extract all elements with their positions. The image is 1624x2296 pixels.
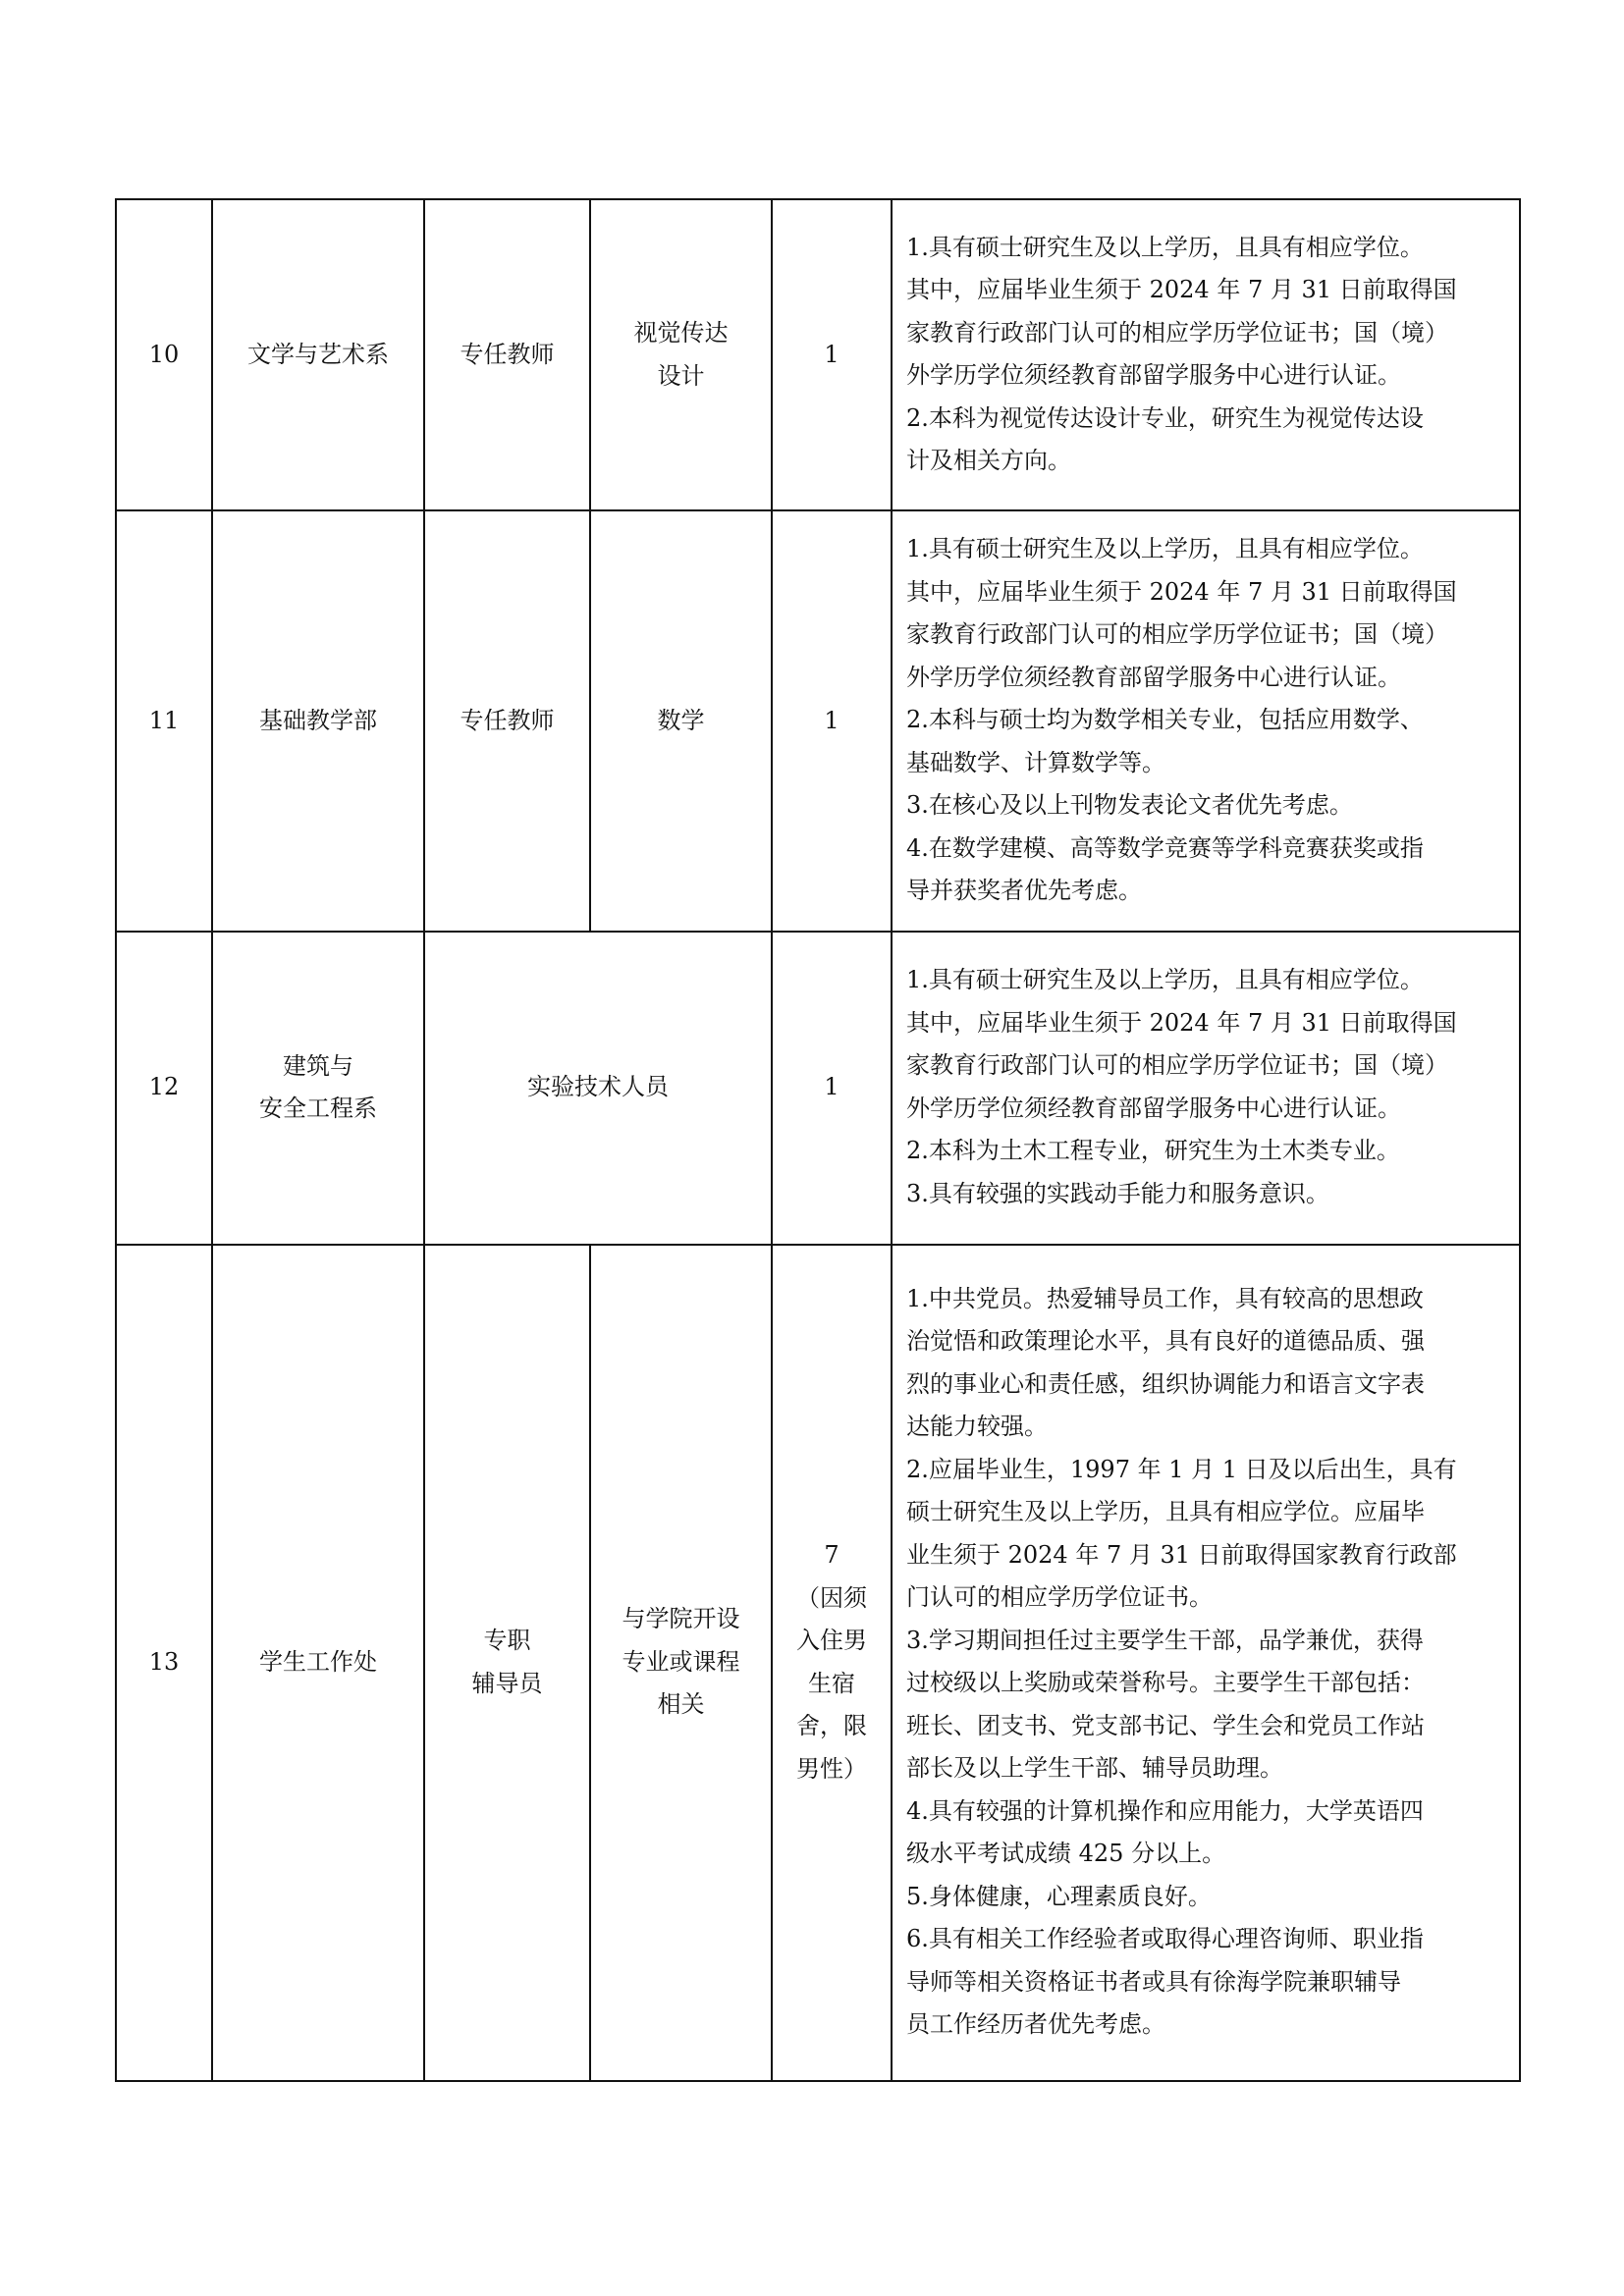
- requirement-line: 导并获奖者优先考虑。: [906, 877, 1142, 904]
- headcount-note: 男性）: [796, 1754, 867, 1783]
- table-row: [116, 199, 1520, 510]
- headcount: 1: [824, 1073, 839, 1101]
- department-cell: [212, 1245, 424, 2081]
- major-line: 相关: [657, 1690, 705, 1719]
- position-cell: [424, 510, 590, 932]
- requirements-cell: [892, 1245, 1520, 2081]
- major-cell: [590, 1245, 772, 2081]
- position-name: 专职: [483, 1627, 531, 1654]
- requirements-cell: [892, 932, 1520, 1245]
- requirement-line: 外学历学位须经教育部留学服务中心进行认证。: [906, 361, 1401, 389]
- headcount-note: （因须: [796, 1583, 867, 1612]
- requirement-line: 班长、团支书、党支部书记、学生会和党员工作站: [906, 1711, 1425, 1739]
- position-name: 实验技术人员: [527, 1073, 669, 1101]
- requirement-line: 1.具有硕士研究生及以上学历，且具有相应学位。: [906, 233, 1424, 261]
- requirement-line: 2.应届毕业生，1997 年 1 月 1 日及以后出生，具有: [906, 1455, 1457, 1483]
- requirement-line: 2.本科为土木工程专业，研究生为土木类专业。: [906, 1137, 1400, 1164]
- requirement-line: 门认可的相应学历学位证书。: [906, 1583, 1213, 1611]
- department-name: 安全工程系: [259, 1095, 377, 1122]
- requirement-line: 烈的事业心和责任感，组织协调能力和语言文字表: [906, 1369, 1425, 1398]
- major-cell: [590, 199, 772, 510]
- requirement-line: 1.具有硕士研究生及以上学历，且具有相应学位。: [906, 966, 1424, 993]
- requirement-line: 家教育行政部门认可的相应学历学位证书；国（境）: [906, 620, 1448, 648]
- major-line: 数学: [657, 706, 705, 734]
- position-name: 辅导员: [471, 1669, 543, 1697]
- requirement-line: 治觉悟和政策理论水平，具有良好的道德品质、强: [906, 1327, 1425, 1355]
- recruitment-table: [115, 198, 1521, 2082]
- requirement-line: 3.学习期间担任过主要学生干部，品学兼优，获得: [906, 1626, 1424, 1654]
- headcount: 1: [824, 340, 839, 368]
- requirement-line: 5.身体健康，心理素质良好。: [906, 1882, 1212, 1910]
- table-row: [116, 510, 1520, 932]
- requirement-line: 外学历学位须经教育部留学服务中心进行认证。: [906, 1094, 1401, 1122]
- row-number: 10: [116, 199, 212, 510]
- position-name: 专任教师: [460, 340, 555, 368]
- headcount: 1: [824, 706, 839, 734]
- department-cell: [212, 932, 424, 1245]
- major-line: 与学院开设: [622, 1605, 740, 1633]
- table-row: [116, 932, 1520, 1245]
- requirement-line: 4.在数学建模、高等数学竞赛等学科竞赛获奖或指: [906, 833, 1424, 862]
- department-name: 建筑与: [283, 1051, 353, 1080]
- major-cell: [590, 510, 772, 932]
- requirement-line: 其中，应届毕业生须于 2024 年 7 月 31 日前取得国: [906, 577, 1457, 606]
- requirement-line: 1.中共党员。热爱辅导员工作，具有较高的思想政: [906, 1284, 1424, 1312]
- major-line: 专业或课程: [622, 1647, 740, 1676]
- department-cell: [212, 199, 424, 510]
- requirement-line: 达能力较强。: [906, 1413, 1048, 1440]
- headcount-cell: [772, 1245, 892, 2081]
- requirement-line: 过校级以上奖励或荣誉称号。主要学生干部包括：: [906, 1669, 1425, 1696]
- department-name: 基础教学部: [259, 706, 377, 734]
- requirement-line: 3.在核心及以上刊物发表论文者优先考虑。: [906, 791, 1353, 819]
- headcount-cell: [772, 199, 892, 510]
- requirements-cell: [892, 510, 1520, 932]
- requirement-line: 2.本科与硕士均为数学相关专业，包括应用数学、: [906, 706, 1424, 733]
- headcount-cell: [772, 510, 892, 932]
- requirement-line: 4.具有较强的计算机操作和应用能力，大学英语四: [906, 1796, 1424, 1825]
- major-line: 视觉传达: [633, 319, 729, 347]
- department-name: 文学与艺术系: [247, 340, 389, 368]
- requirement-line: 基础数学、计算数学等。: [906, 748, 1165, 776]
- requirement-line: 6.具有相关工作经验者或取得心理咨询师、职业指: [906, 1925, 1424, 1952]
- table-row: [116, 1245, 1520, 2081]
- requirement-line: 导师等相关资格证书者或具有徐海学院兼职辅导: [906, 1967, 1401, 1996]
- position-cell: [424, 1245, 590, 2081]
- row-number: 13: [116, 1245, 212, 2081]
- requirement-line: 级水平考试成绩 425 分以上。: [906, 1840, 1226, 1867]
- requirement-line: 外学历学位须经教育部留学服务中心进行认证。: [906, 663, 1401, 691]
- row-number: 11: [116, 510, 212, 932]
- requirement-line: 员工作经历者优先考虑。: [906, 2010, 1165, 2038]
- requirement-line: 1.具有硕士研究生及以上学历，且具有相应学位。: [906, 535, 1424, 562]
- position-merged-cell: [424, 932, 772, 1245]
- headcount-cell: [772, 932, 892, 1245]
- requirement-line: 业生须于 2024 年 7 月 31 日前取得国家教育行政部: [906, 1540, 1457, 1569]
- requirement-line: 家教育行政部门认可的相应学历学位证书；国（境）: [906, 1051, 1448, 1079]
- major-line: 设计: [657, 361, 705, 390]
- requirement-line: 硕士研究生及以上学历，且具有相应学位。应届毕: [906, 1498, 1425, 1525]
- requirements-cell: [892, 199, 1520, 510]
- department-name: 学生工作处: [259, 1647, 377, 1676]
- department-cell: [212, 510, 424, 932]
- requirement-line: 其中，应届毕业生须于 2024 年 7 月 31 日前取得国: [906, 276, 1457, 303]
- headcount-note: 入住男: [796, 1627, 867, 1654]
- row-number: 12: [116, 932, 212, 1245]
- headcount-note: 舍，限: [796, 1712, 867, 1739]
- headcount-note: 生宿: [808, 1669, 855, 1697]
- position-cell: [424, 199, 590, 510]
- requirement-line: 3.具有较强的实践动手能力和服务意识。: [906, 1179, 1329, 1207]
- headcount: 7: [824, 1541, 839, 1569]
- requirement-line: 部长及以上学生干部、辅导员助理。: [906, 1754, 1283, 1782]
- requirement-line: 其中，应届毕业生须于 2024 年 7 月 31 日前取得国: [906, 1008, 1457, 1037]
- requirement-line: 家教育行政部门认可的相应学历学位证书；国（境）: [906, 318, 1448, 347]
- requirement-line: 计及相关方向。: [906, 447, 1071, 474]
- position-name: 专任教师: [460, 706, 555, 734]
- requirement-line: 2.本科为视觉传达设计专业，研究生为视觉传达设: [906, 403, 1424, 432]
